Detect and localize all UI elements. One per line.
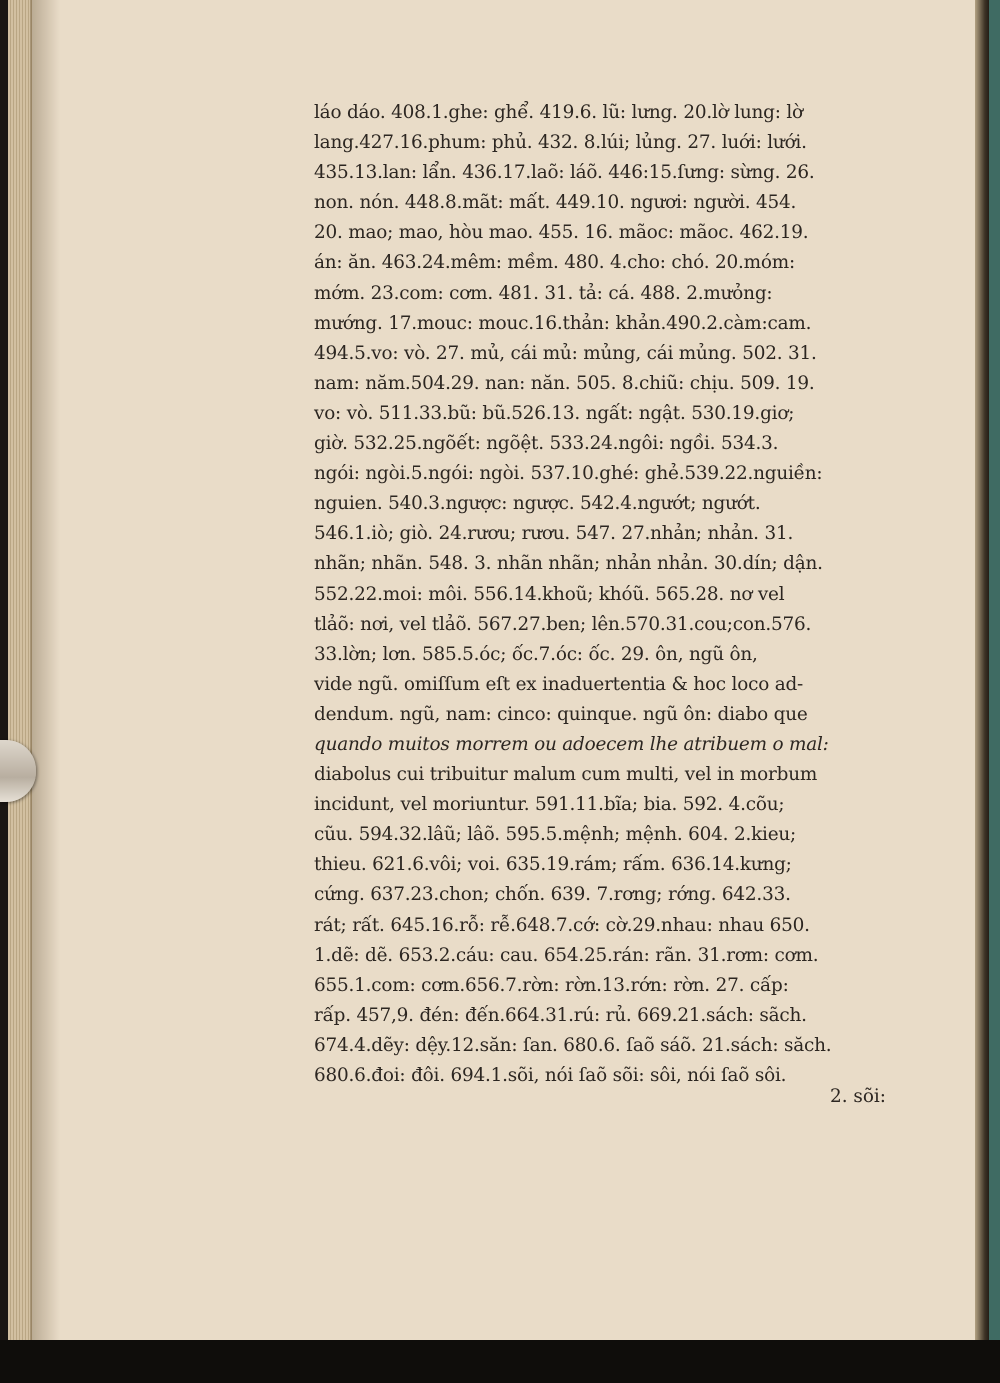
text-line: láo dáo. 408.1.ghe: ghể. 419.6. lũ: lưng. 20.lờ lung: lờ xyxy=(314,102,803,123)
text-line: nhãn; nhãn. 548. 3. nhãn nhãn; nhản nhản. 30.dín; dận. xyxy=(314,553,823,575)
text-line: giờ. 532.25.ngõết: ngõệt. 533.24.ngôi: ngồi. 534.3. xyxy=(314,433,779,455)
page-stack-edge xyxy=(8,0,32,1340)
errata-text-block xyxy=(314,98,944,1091)
text-line: vide ngũ. omiſſum eſt ex inaduertentia & hoc loco ad- xyxy=(314,673,804,695)
binding-cover-strip xyxy=(989,0,1000,1383)
text-line: 494.5.vo: vò. 27. mủ, cái mủ: mủng, cái mủng. 502. 31. xyxy=(314,342,817,364)
text-line: án: ăn. 463.24.mêm: mềm. 480. 4.cho: chó. 20.móm: xyxy=(314,252,796,274)
text-line: cứng. 637.23.chon; chốn. 639. 7.rơng; rớng. 642.33. xyxy=(314,884,791,906)
text-line: mớm. 23.com: cơm. 481. 31. tả: cá. 488. 2.mưỏng: xyxy=(314,282,773,304)
text-line: vo: vò. 511.33.bũ: bũ.526.13. ngất: ngật. 530.19.giơ; xyxy=(314,402,795,424)
text-line: dendum. ngũ, nam: cinco: quinque. ngũ ôn: diabo que xyxy=(314,703,808,725)
text-line: thieu. 621.6.vôi; voi. 635.19.rám; rấm. 636.14.kưng; xyxy=(314,854,792,876)
text-line: nam: năm.504.29. nan: năn. 505. 8.chiũ: chịu. 509. 19. xyxy=(314,372,815,394)
text-line: non. nón. 448.8.mãt: mất. 449.10. ngươi: người. 454. xyxy=(314,192,797,214)
text-line: 20. mao; mao, hòu mao. 455. 16. mãoc: mãoc. 462.19. xyxy=(314,222,809,244)
text-line: 1.dẽ: dẽ. 653.2.cáu: cau. 654.25.rán: rãn. 31.rơm: cơm. xyxy=(314,944,819,966)
text-line: nguien. 540.3.ngược: ngược. 542.4.ngướt; ngướt. xyxy=(314,493,761,515)
text-line: rát; rất. 645.16.rỗ: rễ.648.7.cớ: cờ.29.nhau: nhau 650. xyxy=(314,914,810,936)
text-line: rấp. 457,9. đén: đến.664.31.rú: rủ. 669.21.sách: sãch. xyxy=(314,1004,807,1026)
text-line: mướng. 17.mouc: mouc.16.thản: khản.490.2.càm:cam. xyxy=(314,312,812,334)
text-line: incidunt, vel moriuntur. 591.11.bĩa; bia. 592. 4.cõu; xyxy=(314,794,785,816)
page-right-edge xyxy=(975,0,989,1340)
text-line: cũu. 594.32.lâũ; lâõ. 595.5.mệnh; mệnh. 604. 2.kieu; xyxy=(314,824,797,846)
text-line: 655.1.com: cơm.656.7.rờn: rờn.13.rớn: rờn. 27. cấp: xyxy=(314,974,789,996)
text-line: 546.1.iò; giò. 24.rươu; rươu. 547. 27.nhản; nhản. 31. xyxy=(314,523,794,545)
text-line: 435.13.lan: lẩn. 436.17.laõ: láõ. 446:15.ſưng: sừng. 26. xyxy=(314,162,815,184)
text-line: 674.4.dẽy: dệy.12.săn: ſan. 680.6. ſaõ sáõ. 21.sách: săch. xyxy=(314,1034,832,1056)
bottom-shadow xyxy=(0,1340,1000,1383)
text-line: tlảõ: nơi, vel tlảõ. 567.27.ben; lên.570.31.cou;con.576. xyxy=(314,613,812,635)
binding-shadow xyxy=(30,0,60,1340)
catchword: 2. sõi: xyxy=(830,1086,886,1107)
text-line: ngói: ngòi.5.ngói: ngòi. 537.10.ghé: ghẻ.539.22.nguiền: xyxy=(314,463,823,485)
text-line: 33.lờn; lơn. 585.5.óc; ốc.7.óc: ốc. 29. ôn, ngũ ôn, xyxy=(314,643,758,665)
text-line: 552.22.moi: môi. 556.14.khoũ; khóũ. 565.28. nơ vel xyxy=(314,583,785,605)
text-line: 680.6.đoi: đôi. 694.1.sõi, nói ſaõ sõi: sôi, nói ſaõ sôi. xyxy=(314,1065,787,1086)
text-line: diabolus cui tribuitur malum cum multi, vel in morbum xyxy=(314,764,818,786)
text-line: lang.427.16.phum: phủ. 432. 8.lúi; lủng. 27. luới: lưới. xyxy=(314,132,807,154)
text-line-italic: quando muitos morrem ou adoecem lhe atribuem o mal: xyxy=(314,733,829,755)
